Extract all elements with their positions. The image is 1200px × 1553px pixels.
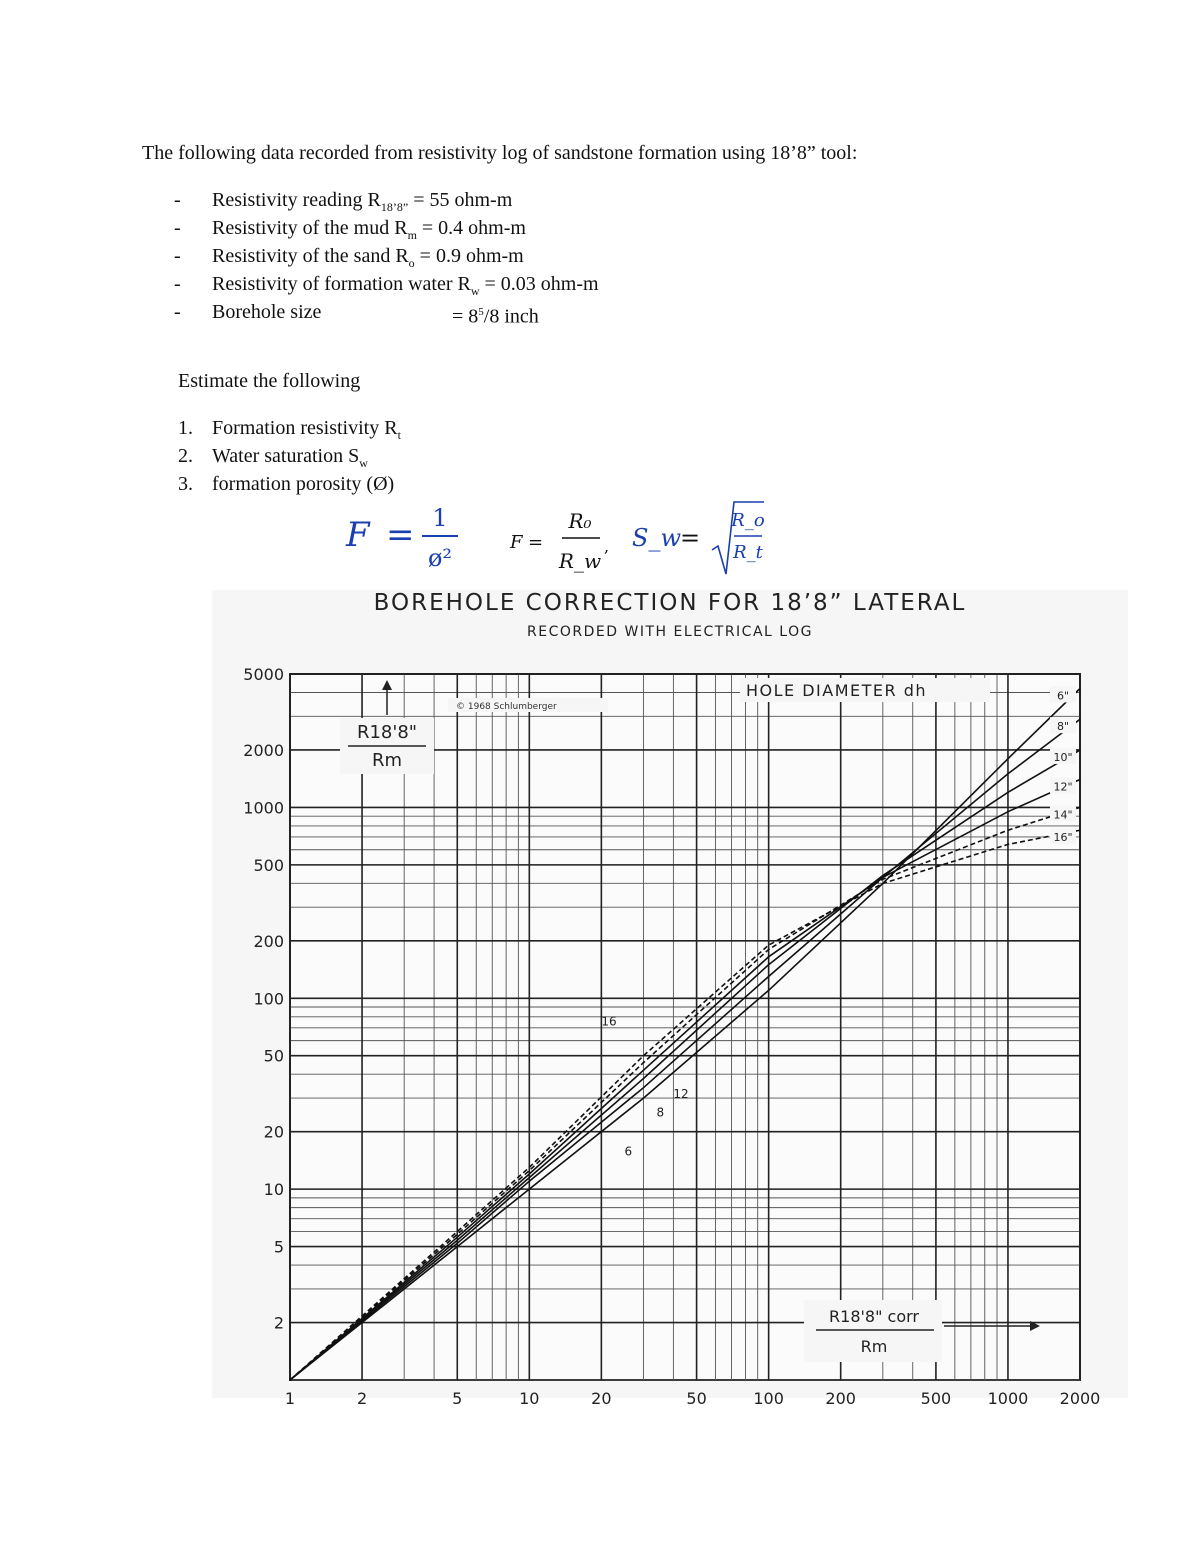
y-axis-label-numerator: R18'8"	[356, 722, 418, 743]
x-tick-label: 2	[356, 1389, 368, 1408]
x-axis-label-numerator: R18'8" corr	[829, 1307, 919, 1326]
y-tick-label: 2000	[243, 740, 284, 760]
formula-denominator: R_w	[558, 549, 602, 573]
list-dash: -	[174, 245, 181, 267]
chart-plot	[212, 590, 1128, 1408]
task-subscript: w	[359, 456, 368, 470]
given-text: Resistivity of the sand R	[212, 245, 409, 267]
curve-inline-label: 6	[624, 1144, 633, 1159]
curve-label: 14"	[1053, 808, 1073, 822]
task-text: Water saturation S	[212, 445, 360, 467]
formula-denominator: R_t	[733, 542, 763, 563]
y-axis-label-denominator: Rm	[371, 750, 403, 771]
given-value: = 0.03 ohm-m	[479, 273, 599, 295]
formula-equals: =	[680, 524, 701, 552]
formula-lhs: F	[510, 532, 523, 553]
x-tick-label: 200	[825, 1389, 856, 1408]
x-tick-label: 500	[920, 1389, 952, 1408]
formula-formation-factor	[509, 509, 609, 573]
curve-label: 16"	[1053, 831, 1073, 845]
task-text: Formation resistivity R	[212, 417, 398, 439]
given-text: Resistivity of formation water R	[212, 273, 471, 295]
y-tick-label: 5	[273, 1237, 284, 1257]
formula-numerator: R_o	[731, 510, 765, 531]
given-value: = 8	[452, 305, 479, 328]
curve-inline-label: 8	[656, 1105, 665, 1120]
y-tick-label: 200	[253, 931, 284, 951]
formula-numerator: R₀	[568, 509, 592, 533]
given-value-unit: /8 inch	[483, 305, 539, 328]
formula-porosity	[345, 504, 458, 572]
x-tick-label: 100	[753, 1389, 784, 1408]
y-tick-label: 10	[263, 1180, 284, 1200]
y-tick-label: 2	[273, 1313, 284, 1333]
task-number: 1.	[178, 417, 193, 439]
x-tick-label: 1	[284, 1389, 296, 1408]
y-tick-label: 5000	[243, 665, 284, 684]
formula-denominator: ø²	[427, 544, 453, 572]
formula-lhs: S_w	[632, 524, 681, 552]
given-value: = 55 ohm-m	[408, 189, 513, 211]
curve-inline-label: 12	[673, 1087, 689, 1102]
given-subscript: w	[470, 284, 480, 298]
given-text: Borehole size	[212, 301, 322, 323]
x-tick-label: 1000	[987, 1389, 1029, 1408]
y-tick-label: 100	[253, 989, 284, 1009]
list-dash: -	[174, 273, 181, 295]
list-dash: -	[174, 217, 181, 239]
x-axis-label-denominator: Rm	[860, 1337, 888, 1356]
formula-numerator: 1	[432, 504, 448, 532]
given-subscript: o	[408, 256, 415, 270]
given-text: Resistivity reading R	[212, 189, 381, 211]
curve-label: 8"	[1056, 720, 1070, 734]
task-text: formation porosity (Ø)	[212, 473, 395, 495]
chart-title: BOREHOLE CORRECTION FOR 18’8” LATERAL	[373, 590, 967, 616]
curve-label: 10"	[1053, 750, 1073, 764]
task-subscript: t	[397, 428, 401, 442]
list-dash: -	[174, 189, 181, 211]
formula-equations	[330, 496, 790, 582]
y-tick-label: 20	[263, 1122, 284, 1142]
given-text: Resistivity of the mud R	[212, 217, 408, 239]
formula-water-saturation	[632, 502, 765, 574]
estimate-heading: Estimate the following	[178, 370, 361, 392]
curve-inline-label: 16	[601, 1014, 617, 1029]
plot-frame	[290, 674, 1080, 1380]
formula-equals: =	[528, 532, 544, 553]
chart-grid	[290, 674, 1080, 1380]
given-value: = 0.4 ohm-m	[416, 217, 526, 239]
formula-separator: ,	[604, 537, 610, 556]
given-subscript: 18’8”	[380, 200, 409, 214]
given-value: = 0.9 ohm-m	[414, 245, 524, 267]
problem-intro: The following data recorded from resistivity log of sandstone formation using 18’8” tool:	[142, 142, 858, 164]
borehole-correction-chart	[212, 590, 1128, 1408]
x-tick-label: 20	[591, 1389, 612, 1408]
given-superscript: 5	[478, 306, 484, 318]
task-number: 3.	[178, 473, 193, 495]
curve-label: 12"	[1053, 780, 1073, 794]
legend-title: HOLE DIAMETER dh	[746, 681, 928, 700]
copyright-note: © 1968 Schlumberger	[456, 702, 557, 712]
y-tick-label: 1000	[243, 798, 284, 818]
formula-lhs: F	[346, 515, 370, 555]
y-tick-label: 50	[263, 1046, 284, 1066]
chart-subtitle: RECORDED WITH ELECTRICAL LOG	[527, 624, 813, 640]
x-tick-label: 50	[686, 1389, 707, 1408]
x-tick-label: 2000	[1059, 1389, 1101, 1408]
curve-label: 6"	[1056, 689, 1070, 703]
x-tick-label: 10	[519, 1389, 540, 1408]
formula-equals: =	[386, 515, 415, 555]
list-dash: -	[174, 301, 181, 323]
x-tick-label: 5	[452, 1389, 463, 1408]
task-number: 2.	[178, 445, 193, 467]
y-tick-label: 500	[253, 855, 284, 875]
given-subscript: m	[407, 228, 417, 242]
